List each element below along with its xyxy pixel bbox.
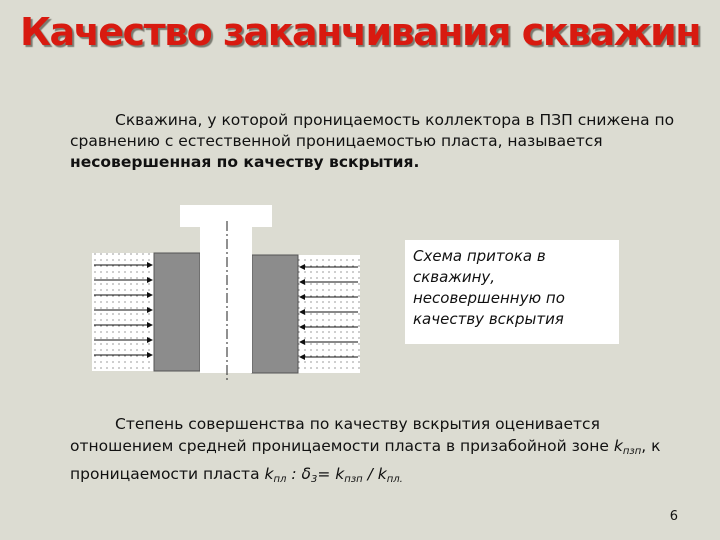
subscript-pl-2: пл. — [386, 474, 403, 485]
subscript-pzp: пзп — [622, 446, 642, 457]
equals-sign: = — [317, 465, 336, 483]
assessment-text: Степень совершенства по качеству вскрытия оценивается отношением средней проницаемости пласта в призабойной зоне — [70, 415, 609, 455]
diagram-caption: Схема притока в скважину, несовершенную по качеству вскрытия — [405, 240, 619, 344]
slash-sign: / — [362, 465, 378, 483]
k-symbol-pl: k — [264, 465, 274, 483]
subscript-3: 3 — [311, 474, 318, 485]
definition-text: Скважина, у которой проницаемость коллектора в ПЗП снижена по сравнению с естественной проницаемостью пласта, называется — [70, 111, 675, 150]
delta-symbol: : δ — [286, 465, 311, 483]
page-number: 6 — [669, 509, 678, 524]
wellbore — [200, 227, 252, 373]
k-symbol-pzp-2: k — [335, 465, 345, 483]
damaged-zone-right — [252, 255, 298, 373]
slide-title: Качество заканчивания скважин — [19, 10, 701, 54]
subscript-pzp-2: пзп — [344, 474, 363, 485]
k-symbol-pl-2: k — [377, 465, 387, 483]
assessment-paragraph — [70, 413, 700, 491]
definition-term: несовершенная по качеству вскрытия. — [70, 153, 420, 171]
definition-paragraph — [70, 110, 690, 173]
assessment-text-mid: , к проницаемости пласта — [70, 437, 661, 483]
wellhead-cap — [180, 205, 272, 227]
subscript-pl: пл — [273, 474, 287, 485]
well-inflow-diagram — [92, 203, 364, 385]
damaged-zone-left — [154, 253, 200, 371]
k-symbol-pzp: k — [613, 437, 623, 455]
